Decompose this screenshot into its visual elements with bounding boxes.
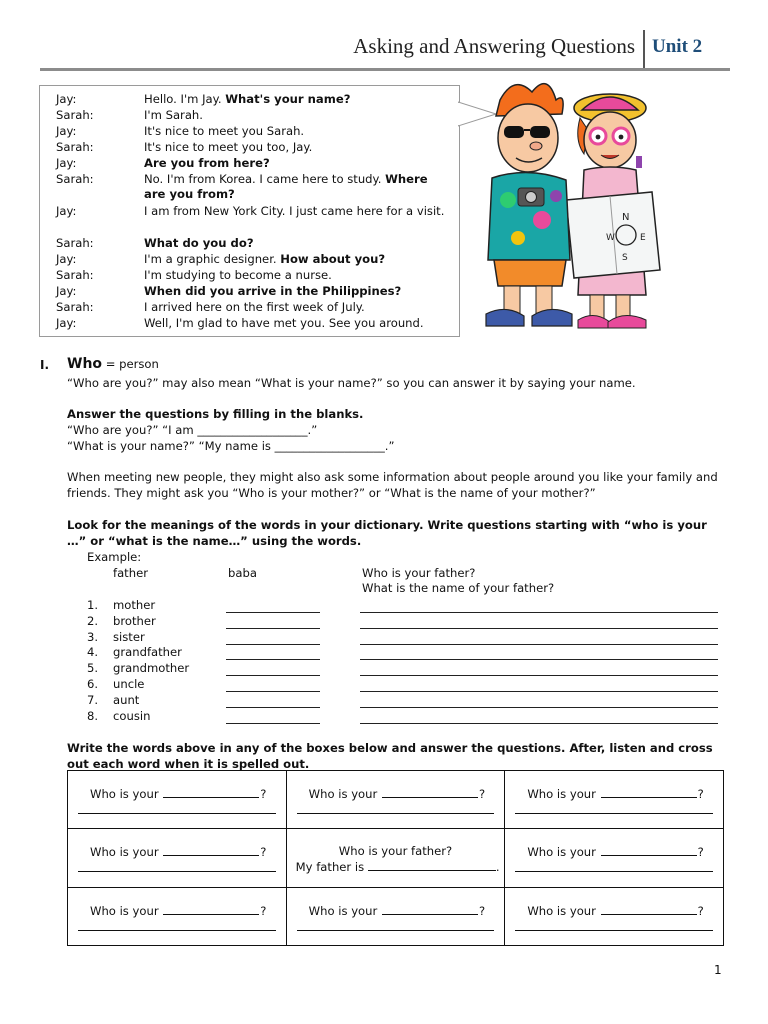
question-mark: ? — [478, 787, 486, 801]
vocab-number: 7. — [87, 692, 99, 707]
vocab-word: grandmother — [113, 661, 190, 676]
dialogue-text — [144, 284, 449, 299]
dialogue-plain-text: I am from New York City. I just came here for a visit. — [144, 204, 445, 218]
dialogue-plain-text: Well, I'm glad to have met you. See you around. — [144, 316, 424, 330]
dialogue-text — [144, 204, 449, 219]
document-title: Asking and Answering Questions — [353, 34, 635, 58]
dialogue-speaker: Sarah: — [56, 108, 94, 122]
dialogue-text — [144, 252, 449, 267]
family-paragraph: When meeting new people, they might also ask some information about people around you like your family and friends. They might ask you “Who is your mother?” or “What is the name of your mother?” — [67, 470, 718, 500]
dialogue-plain-text: I'm Sarah. — [144, 108, 203, 122]
dialogue-plain-text: I'm a graphic designer. — [144, 252, 281, 266]
instruction-dictionary: Look for the meanings of the words in your dictionary. Write questions starting with “who is your …” or “what is the name…” using the words. — [67, 518, 707, 548]
grid-cell[interactable] — [68, 887, 287, 945]
vocab-word: aunt — [113, 692, 140, 707]
word-blank[interactable] — [163, 787, 259, 798]
dialogue-speaker: Jay: — [56, 156, 77, 170]
dialogue-question: How about you? — [280, 252, 386, 266]
vocab-number: 1. — [87, 598, 99, 612]
question-blank[interactable] — [360, 707, 718, 708]
dialogue-plain-text: It's nice to meet you too, Jay. — [144, 140, 313, 154]
svg-text:S: S — [622, 253, 628, 263]
cell-prompt: Who is your — [308, 787, 381, 801]
dialogue-speaker: Sarah: — [56, 236, 94, 250]
dialogue-text — [144, 124, 449, 139]
word-blank[interactable] — [163, 845, 259, 856]
dialogue-speaker: Sarah: — [56, 140, 94, 154]
grid-cell[interactable] — [505, 771, 724, 829]
cell-prompt: Who is your — [527, 903, 600, 918]
svg-text:W: W — [606, 233, 615, 243]
vocab-number: 5. — [87, 661, 99, 676]
grid-cell[interactable] — [68, 771, 287, 829]
question-mark: ? — [260, 903, 267, 918]
word-blank[interactable] — [601, 904, 697, 915]
dialogue-plain-text: I arrived here on the first week of July. — [144, 300, 365, 314]
cell-prompt: Who is your — [527, 787, 600, 801]
question-what-is-your-name: “What is your name?” “My name is ___________________.” — [67, 439, 395, 453]
center-answer-prompt: My father is — [295, 860, 368, 875]
question-blank[interactable] — [360, 659, 718, 660]
example-question-1: Who is your father? — [362, 566, 476, 580]
svg-text:E: E — [640, 233, 646, 243]
tourists-illustration — [470, 70, 680, 350]
dialogue-speaker: Sarah: — [56, 268, 94, 282]
meaning-blank[interactable] — [226, 675, 320, 676]
dialogue-speaker: Jay: — [56, 284, 77, 298]
instruction-fill-blanks: Answer the questions by filling in the blanks. — [67, 407, 364, 421]
dialogue-plain-text: No. I'm from Korea. I came here to study. — [144, 172, 386, 186]
dialogue-speaker: Sarah: — [56, 300, 94, 314]
vocab-word: uncle — [113, 677, 145, 691]
vocab-word: mother — [113, 598, 156, 612]
question-blank[interactable] — [360, 691, 718, 692]
question-blank[interactable] — [360, 723, 718, 724]
answer-line[interactable] — [78, 871, 276, 872]
example-word: father — [113, 566, 148, 580]
vocab-word: sister — [113, 629, 145, 644]
dialogue-text — [144, 156, 449, 171]
grid-cell[interactable] — [505, 887, 724, 945]
answer-grid — [67, 770, 724, 946]
dialogue-box — [39, 85, 460, 337]
cell-prompt: Who is your — [90, 903, 163, 918]
answer-line[interactable] — [78, 813, 276, 814]
illustration-credit — [660, 334, 662, 340]
answer-blank[interactable] — [368, 860, 496, 871]
question-mark: ? — [697, 903, 704, 918]
question-mark: ? — [697, 787, 704, 801]
vocab-word: brother — [113, 613, 156, 628]
section-number: I. — [40, 358, 50, 372]
page-header — [40, 28, 730, 66]
vocab-number: 6. — [87, 677, 99, 691]
dialogue-speaker: Jay: — [56, 252, 77, 266]
dialogue-text — [144, 92, 449, 107]
vocab-number: 2. — [87, 613, 99, 628]
cell-prompt: Who is your — [90, 845, 163, 860]
dialogue-speaker: Sarah: — [56, 172, 94, 186]
meaning-blank[interactable] — [226, 628, 320, 629]
dialogue-text — [144, 172, 449, 202]
question-blank[interactable] — [360, 644, 718, 645]
word-blank[interactable] — [163, 904, 259, 915]
meaning-blank[interactable] — [226, 612, 320, 613]
answer-line[interactable] — [515, 871, 713, 872]
grid-cell[interactable] — [505, 829, 724, 887]
dialogue-text — [144, 236, 449, 251]
question-blank[interactable] — [360, 612, 718, 613]
vocab-number: 8. — [87, 708, 99, 723]
question-mark: ? — [478, 903, 486, 918]
vocab-number: 4. — [87, 645, 99, 660]
dialogue-text — [144, 140, 449, 155]
section-heading — [67, 356, 159, 372]
meaning-blank[interactable] — [226, 659, 320, 660]
cell-prompt: Who is your — [90, 787, 163, 801]
cell-prompt: Who is your — [308, 903, 381, 918]
answer-line[interactable] — [78, 930, 276, 931]
vocab-word: cousin — [113, 708, 151, 723]
dialogue-plain-text: Hello. I'm Jay. — [144, 92, 226, 106]
dialogue-plain-text: I'm studying to become a nurse. — [144, 268, 332, 282]
dialogue-question: Are you from here? — [144, 156, 270, 170]
example-question-2: What is the name of your father? — [362, 581, 555, 595]
question-blank[interactable] — [360, 628, 718, 629]
page-number: 1 — [714, 963, 722, 977]
section-definition: = person — [102, 357, 159, 371]
section-word: Who — [67, 356, 103, 372]
center-question: Who is your father? — [338, 844, 453, 859]
center-answer — [296, 860, 500, 874]
answer-line[interactable] — [515, 813, 713, 814]
dialogue-speaker: Jay: — [56, 316, 77, 330]
grid-cell[interactable] — [286, 771, 505, 829]
word-blank[interactable] — [601, 787, 697, 798]
answer-line[interactable] — [297, 813, 495, 814]
dialogue-question: When did you arrive in the Philippines? — [144, 284, 402, 298]
dialogue-speaker: Jay: — [56, 124, 77, 138]
dialogue-question: Where are you from? — [144, 172, 428, 201]
grid-cell[interactable] — [68, 829, 287, 887]
dialogue-text — [144, 316, 449, 331]
header-divider — [643, 30, 645, 70]
dialogue-plain-text: It's nice to meet you Sarah. — [144, 124, 305, 138]
meaning-blank[interactable] — [226, 691, 320, 692]
instruction-boxes: Write the words above in any of the boxes below and answer the questions. After, listen and cross out each word when it is spelled out. — [67, 741, 713, 771]
question-mark: ? — [260, 845, 267, 860]
dialogue-speaker: Jay: — [56, 204, 77, 218]
grid-cell[interactable] — [286, 887, 505, 945]
meaning-blank[interactable] — [226, 644, 320, 645]
meaning-blank[interactable] — [226, 723, 320, 724]
grid-cell-example — [286, 829, 505, 887]
word-blank[interactable] — [601, 845, 697, 856]
unit-label: Unit 2 — [652, 36, 703, 57]
question-blank[interactable] — [360, 675, 718, 676]
answer-line[interactable] — [297, 930, 495, 931]
dialogue-text — [144, 268, 449, 283]
question-mark: ? — [697, 845, 704, 860]
meaning-blank[interactable] — [226, 707, 320, 708]
question-who-are-you: “Who are you?” “I am ___________________.” — [67, 423, 318, 437]
dialogue-question: What do you do? — [144, 236, 254, 250]
word-blank[interactable] — [382, 904, 478, 915]
word-blank[interactable] — [382, 787, 478, 798]
dialogue-speaker: Jay: — [56, 92, 77, 106]
example-meaning: baba — [228, 566, 257, 580]
vocab-word: grandfather — [113, 645, 182, 660]
example-label: Example: — [87, 550, 142, 564]
dialogue-question: What's your name? — [225, 92, 351, 106]
period: . — [495, 860, 500, 875]
question-mark: ? — [260, 787, 267, 801]
dialogue-text — [144, 108, 449, 123]
cell-prompt: Who is your — [527, 845, 600, 860]
svg-text:N: N — [622, 212, 630, 223]
answer-line[interactable] — [515, 930, 713, 931]
vocab-number: 3. — [87, 629, 99, 644]
dialogue-text — [144, 300, 449, 315]
intro-text: “Who are you?” may also mean “What is your name?” so you can answer it by saying your name. — [67, 376, 636, 390]
